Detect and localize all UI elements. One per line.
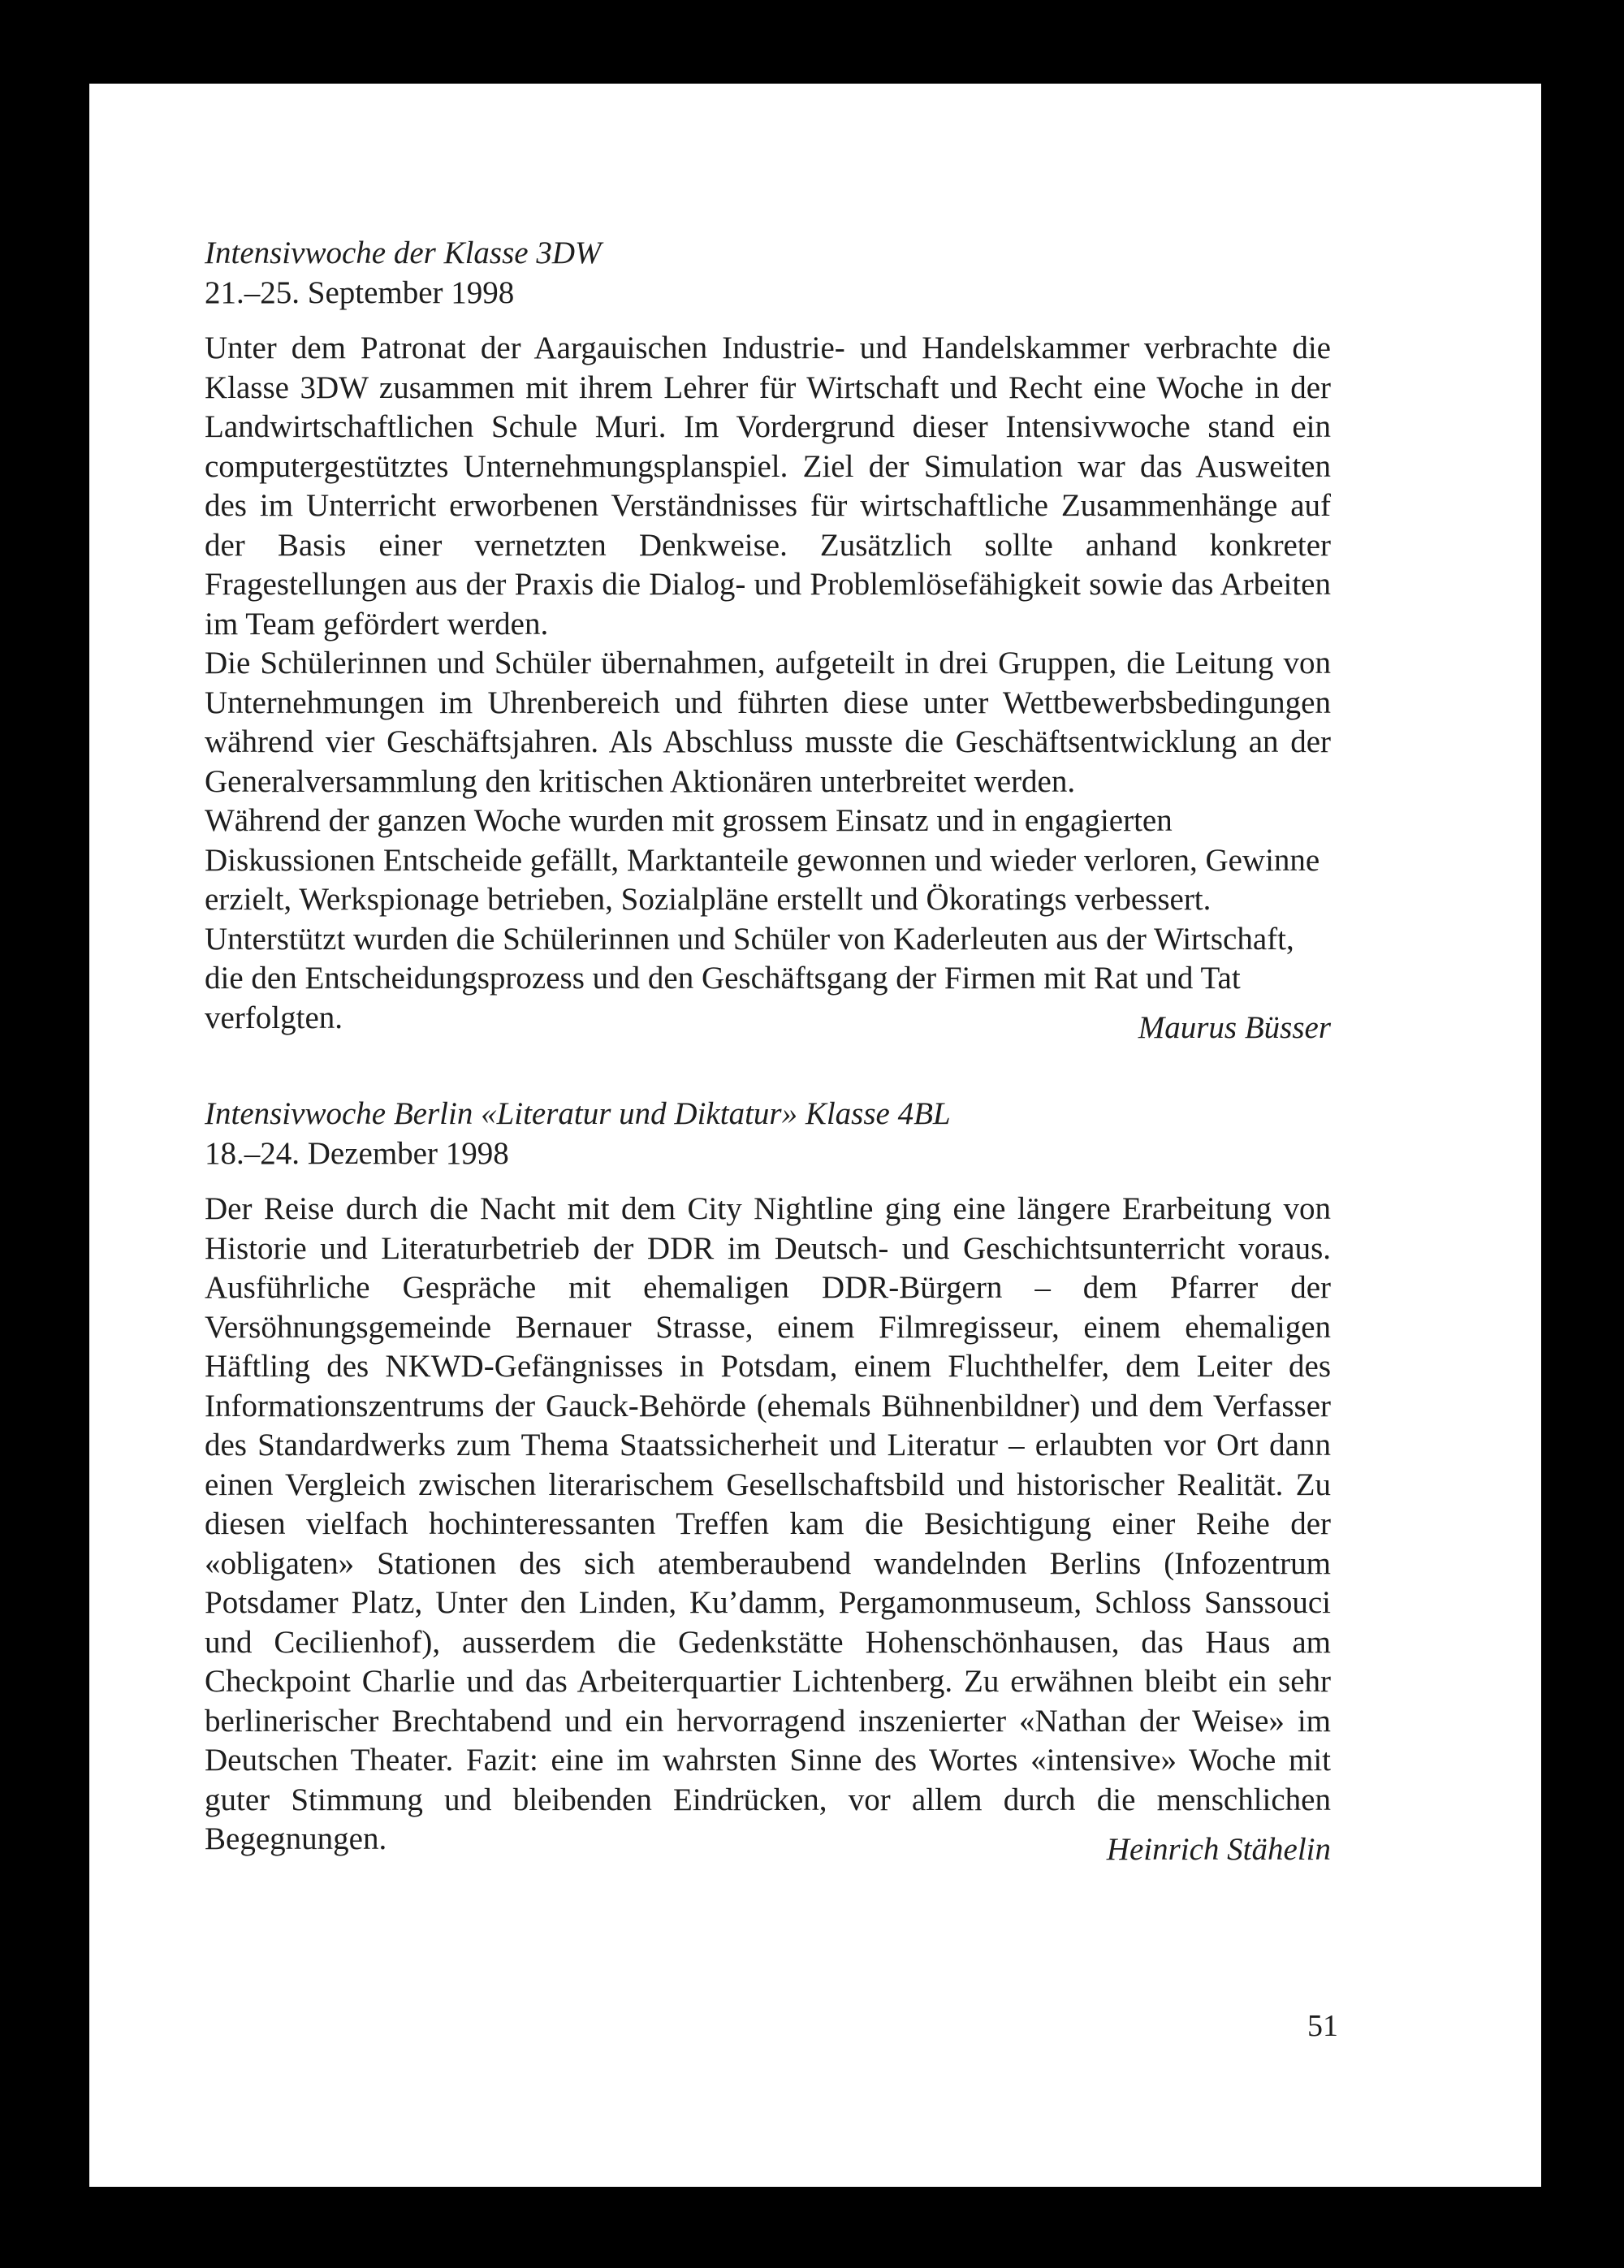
article-3dw: [205, 234, 1331, 1045]
article-date: 21.–25. September 1998: [205, 274, 515, 310]
article-paragraph: Während der ganzen Woche wurden mit grossem Einsatz und in engagierten Diskussionen Entscheide gefällt, Marktanteile gewonnen und wieder verloren, Gewinne erzielt, Werkspionage betrieben, Sozialpläne erstellt und Ökoratings verbessert. Unterstützt wurden die Schülerinnen und Schüler von Kaderleuten aus der Wirtschaft, die den Entscheidungsprozess und den Geschäftsgang der Firmen mit Rat und Tat verfolgten.: [205, 803, 1320, 1035]
article-date: 18.–24. Dezember 1998: [205, 1135, 509, 1171]
article-4bl: [205, 1095, 1331, 1867]
page-number: 51: [1307, 2009, 1338, 2043]
document-page: [89, 84, 1541, 2187]
article-paragraph: Der Reise durch die Nacht mit dem City Nightline ging eine längere Erarbeitung von Historie und Literaturbetrieb der DDR im Deutsch- und Geschichtsunterricht voraus. Ausführliche Gespräche mit ehemaligen DDR-Bürgern – dem Pfarrer der Versöhnungsgemeinde Bernauer Strasse, einem Filmregisseur, einem ehemaligen Häftling des NKWD-Gefängnisses in Potsdam, einem Fluchthelfer, dem Leiter des Informationszentrums der Gauck-Behörde (ehemals Bühnenbildner) und dem Verfasser des Standardwerks zum Thema Staatssicherheit und Literatur – erlaubten vor Ort dann einen Vergleich zwischen literarischem Gesellschaftsbild und historischer Realität. Zu diesen vielfach hochinteressanten Treffen kam die Besichtigung einer Reihe der «obligaten» Stationen des sich atemberaubend wandelnden Berlins (Infozentrum Potsdamer Platz, Unter den Linden, Ku’damm, Pergamonmuseum, Schloss Sanssouci und Cecilienhof), ausserdem die Gedenkstätte Hohenschönhausen, das Haus am Checkpoint Charlie und das Arbeiterquartier Lichtenberg. Zu erwähnen bleibt ein sehr berlinerischer Brechtabend und ein hervorragend inszenierter «Nathan der Weise» im Deutschen Theater. Fazit: eine im wahrsten Sinne des Wortes «intensive» Woche mit guter Stimmung und bleibenden Eindrücken, vor allem durch die menschlichen Begegnungen.: [205, 1191, 1331, 1856]
article-author: Maurus Büsser: [1138, 1010, 1331, 1045]
article-paragraph: Die Schülerinnen und Schüler übernahmen, aufgeteilt in drei Gruppen, die Leitung von Unternehmungen im Uhrenbereich und führten diese unter Wettbewerbsbedingungen während vier Geschäftsjahren. Als Abschluss musste die Geschäftsentwicklung an der Generalversammlung den kritischen Aktionären unterbreitet werden.: [205, 646, 1331, 799]
article-paragraph: Unter dem Patronat der Aargauischen Industrie- und Handelskammer verbrachte die Klasse 3DW zusammen mit ihrem Lehrer für Wirtschaft und Recht eine Woche in der Landwirtschaftlichen Schule Muri. Im Vordergrund dieser Intensivwoche stand ein computergestütztes Unternehmungsplanspiel. Ziel der Simulation war das Ausweiten des im Unterricht erworbenen Verständnisses für wirtschaftliche Zusammenhänge auf der Basis einer vernetzten Denkweise. Zusätzlich sollte anhand konkreter Fragestellungen aus der Praxis die Dialog- und Problemlösefähigkeit sowie das Arbeiten im Team gefördert werden.: [205, 330, 1331, 642]
article-author: Heinrich Stähelin: [1106, 1831, 1331, 1867]
article-title: Intensivwoche Berlin «Literatur und Diktatur» Klasse 4BL: [205, 1096, 951, 1131]
page-content: [205, 234, 1331, 1867]
article-title: Intensivwoche der Klasse 3DW: [205, 235, 602, 270]
